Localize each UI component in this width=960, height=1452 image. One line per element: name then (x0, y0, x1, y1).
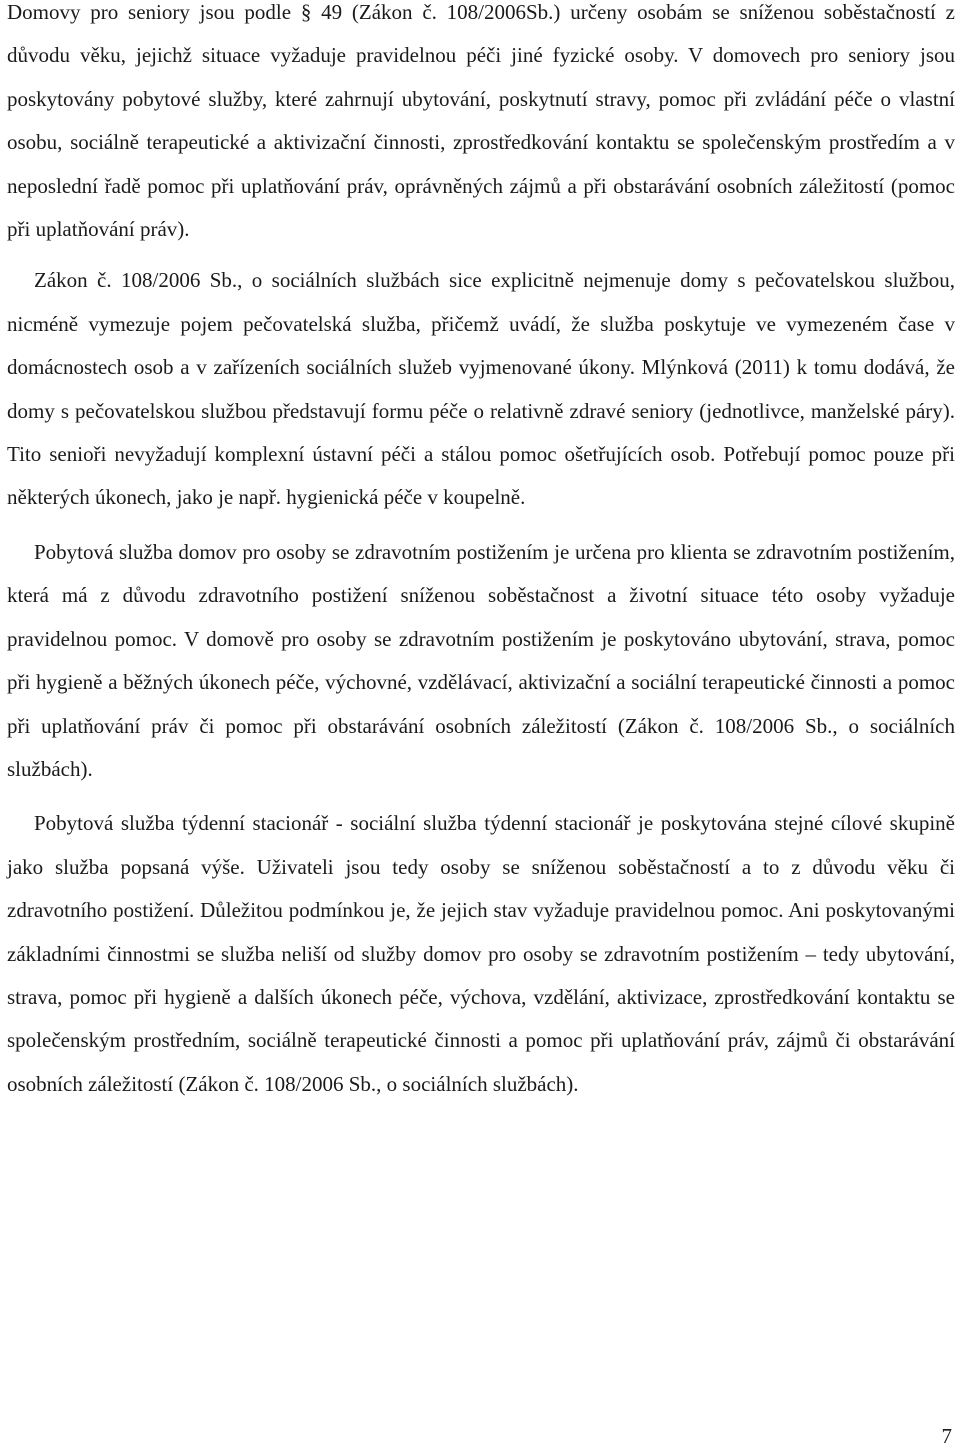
paragraph-seniors-homes: Domovy pro seniory jsou podle § 49 (Zákon č. 108/2006Sb.) určeny osobám se sníženou soběstačností z důvodu věku, jejichž situace vyžaduje pravidelnou péči jiné fyzické osoby. V domovech pro seniory jsou poskytovány pobytové služby, které zahrnují ubytování, poskytnutí stravy, pomoc při zvládání péče o vlastní osobu, sociálně terapeutické a aktivizační činnosti, zprostředkování kontaktu se společenským prostředím a v neposlední řadě pomoc při uplatňování práv, oprávněných zájmů a při obstarávání osobních záležitostí (pomoc při uplatňování práv). (7, 0, 955, 242)
page-number: 7 (941, 1424, 952, 1448)
document-page (7, 0, 955, 1106)
paragraph-disability-homes: Pobytová služba domov pro osoby se zdravotním postižením je určena pro klienta se zdravotním postižením, která má z důvodu zdravotního postižení sníženou soběstačnost a životní situace této osoby vyžaduje pravidelnou pomoc. V domově pro osoby se zdravotním postižením je poskytováno ubytování, strava, pomoc při hygieně a běžných úkonech péče, výchovné, vzdělávací, aktivizační a sociální terapeutické činnosti a pomoc při uplatňování práv či pomoc při obstarávání osobních záležitostí (Zákon č. 108/2006 Sb., o sociálních službách). (7, 539, 955, 781)
paragraph-care-service-houses: Zákon č. 108/2006 Sb., o sociálních službách sice explicitně nejmenuje domy s pečovatelskou službou, nicméně vymezuje pojem pečovatelská služba, přičemž uvádí, že služba poskytuje ve vymezeném čase v domácnostech osob a v zařízeních sociálních služeb vyjmenované úkony. Mlýnková (2011) k tomu dodává, že domy s pečovatelskou službou představují formu péče o relativně zdravé seniory (jednotlivce, manželské páry). Tito senioři nevyžadují komplexní ústavní péči a stálou pomoc ošetřujících osob. Potřebují pomoc pouze při některých úkonech, jako je např. hygienická péče v koupelně. (7, 268, 955, 510)
paragraph-weekly-stationary: Pobytová služba týdenní stacionář - sociální služba týdenní stacionář je poskytována stejné cílové skupině jako služba popsaná výše. Uživateli jsou tedy osoby se sníženou soběstačností a to z důvodu věku či zdravotního postižení. Důležitou podmínkou je, že jejich stav vyžaduje pravidelnou pomoc. Ani poskytovanými základními činnostmi se služba neliší od služby domov pro osoby se zdravotním postižením – tedy ubytování, strava, pomoc při hygieně a dalších úkonech péče, výchova, vzdělání, aktivizace, zprostředkování kontaktu se společenským prostředním, sociálně terapeutické činnosti a pomoc při uplatňování práv, zájmů či obstarávání osobních záležitostí (Zákon č. 108/2006 Sb., o sociálních službách). (7, 811, 955, 1096)
